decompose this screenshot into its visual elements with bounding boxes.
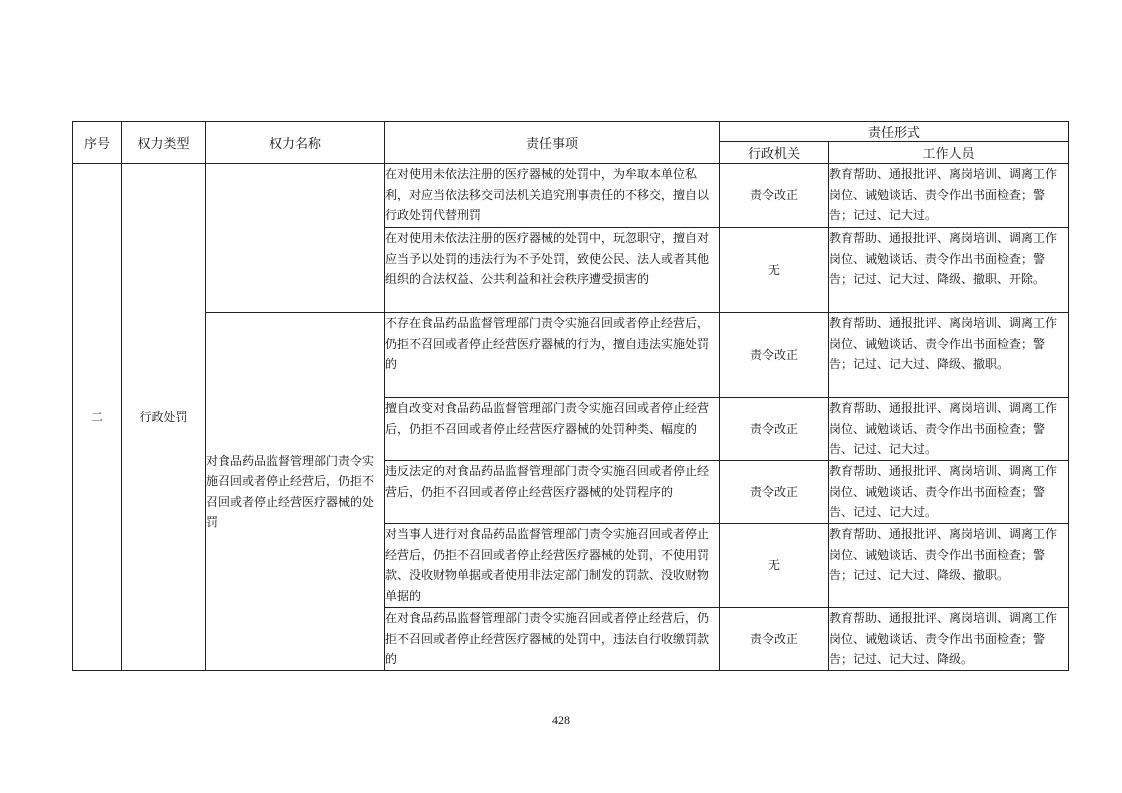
header-duty-item: 责任事项	[385, 122, 720, 164]
duty-cell: 在对使用未依法注册的医疗器械的处罚中，为牟取本单位私利，对应当依法移交司法机关追究刑事责任的不移交，擅自以行政处罚代替刑罚	[385, 164, 720, 228]
staff-form-cell: 教育帮助、通报批评、离岗培训、调离工作岗位、诫勉谈话、责令作出书面检查；警告；记过、记大过、降级。	[829, 608, 1069, 671]
header-power-name: 权力名称	[206, 122, 385, 164]
header-staff: 工作人员	[829, 142, 1069, 164]
power-type-cell: 行政处罚	[122, 164, 206, 671]
admin-org-cell: 无	[720, 228, 829, 313]
page-number: 428	[552, 713, 570, 727]
duty-cell: 在对食品药品监督管理部门责令实施召回或者停止经营后，仍拒不召回或者停止经营医疗器械的处罚中，违法自行收缴罚款的	[385, 608, 720, 671]
staff-form-cell: 教育帮助、通报批评、离岗培训、调离工作岗位、诫勉谈话、责令作出书面检查；警告、记过、记大过。	[829, 461, 1069, 524]
staff-form-cell: 教育帮助、通报批评、离岗培训、调离工作岗位、诫勉谈话、责令作出书面检查；警告；记过、记大过、降级、撤职、开除。	[829, 228, 1069, 313]
duty-cell: 在对使用未依法注册的医疗器械的处罚中，玩忽职守，擅自对应当予以处罚的违法行为不予处罚，致使公民、法人或者其他组织的合法权益、公共利益和社会秩序遭受损害的	[385, 228, 720, 313]
header-power-type: 权力类型	[122, 122, 206, 164]
power-name-cell-empty	[206, 164, 385, 313]
liability-table	[72, 121, 1069, 671]
header-liability-form: 责任形式	[720, 122, 1069, 142]
duty-cell: 不存在食品药品监督管理部门责令实施召回或者停止经营后，仍拒不召回或者停止经营医疗器械的行为，擅自违法实施处罚的	[385, 313, 720, 398]
power-name-cell: 对食品药品监督管理部门责令实施召回或者停止经营后，仍拒不召回或者停止经营医疗器械的处罚	[206, 313, 385, 671]
admin-org-cell: 责令改正	[720, 164, 829, 228]
table-row	[73, 164, 1069, 228]
staff-form-cell: 教育帮助、通报批评、离岗培训、调离工作岗位、诫勉谈话、责令作出书面检查；警告、记过、记大过。	[829, 398, 1069, 461]
duty-cell: 擅自改变对食品药品监督管理部门责令实施召回或者停止经营后，仍拒不召回或者停止经营医疗器械的处罚种类、幅度的	[385, 398, 720, 461]
header-admin-org: 行政机关	[720, 142, 829, 164]
header-seq: 序号	[73, 122, 122, 164]
seq-cell: 二	[73, 164, 122, 671]
staff-form-cell: 教育帮助、通报批评、离岗培训、调离工作岗位、诫勉谈话、责令作出书面检查；警告；记过、记大过、降级、撤职。	[829, 524, 1069, 608]
admin-org-cell: 无	[720, 524, 829, 608]
admin-org-cell: 责令改正	[720, 461, 829, 524]
staff-form-cell: 教育帮助、通报批评、离岗培训、调离工作岗位、诫勉谈话、责令作出书面检查；警告；记过、记大过、降级、撤职。	[829, 313, 1069, 398]
admin-org-cell: 责令改正	[720, 398, 829, 461]
admin-org-cell: 责令改正	[720, 313, 829, 398]
duty-cell: 违反法定的对食品药品监督管理部门责令实施召回或者停止经营后，仍拒不召回或者停止经营医疗器械的处罚程序的	[385, 461, 720, 524]
table-row	[73, 313, 1069, 398]
duty-cell: 对当事人进行对食品药品监督管理部门责令实施召回或者停止经营后，仍拒不召回或者停止经营医疗器械的处罚，不使用罚款、没收财物单据或者使用非法定部门制发的罚款、没收财物单据的	[385, 524, 720, 608]
admin-org-cell: 责令改正	[720, 608, 829, 671]
staff-form-cell: 教育帮助、通报批评、离岗培训、调离工作岗位、诫勉谈话、责令作出书面检查；警告；记过、记大过。	[829, 164, 1069, 228]
